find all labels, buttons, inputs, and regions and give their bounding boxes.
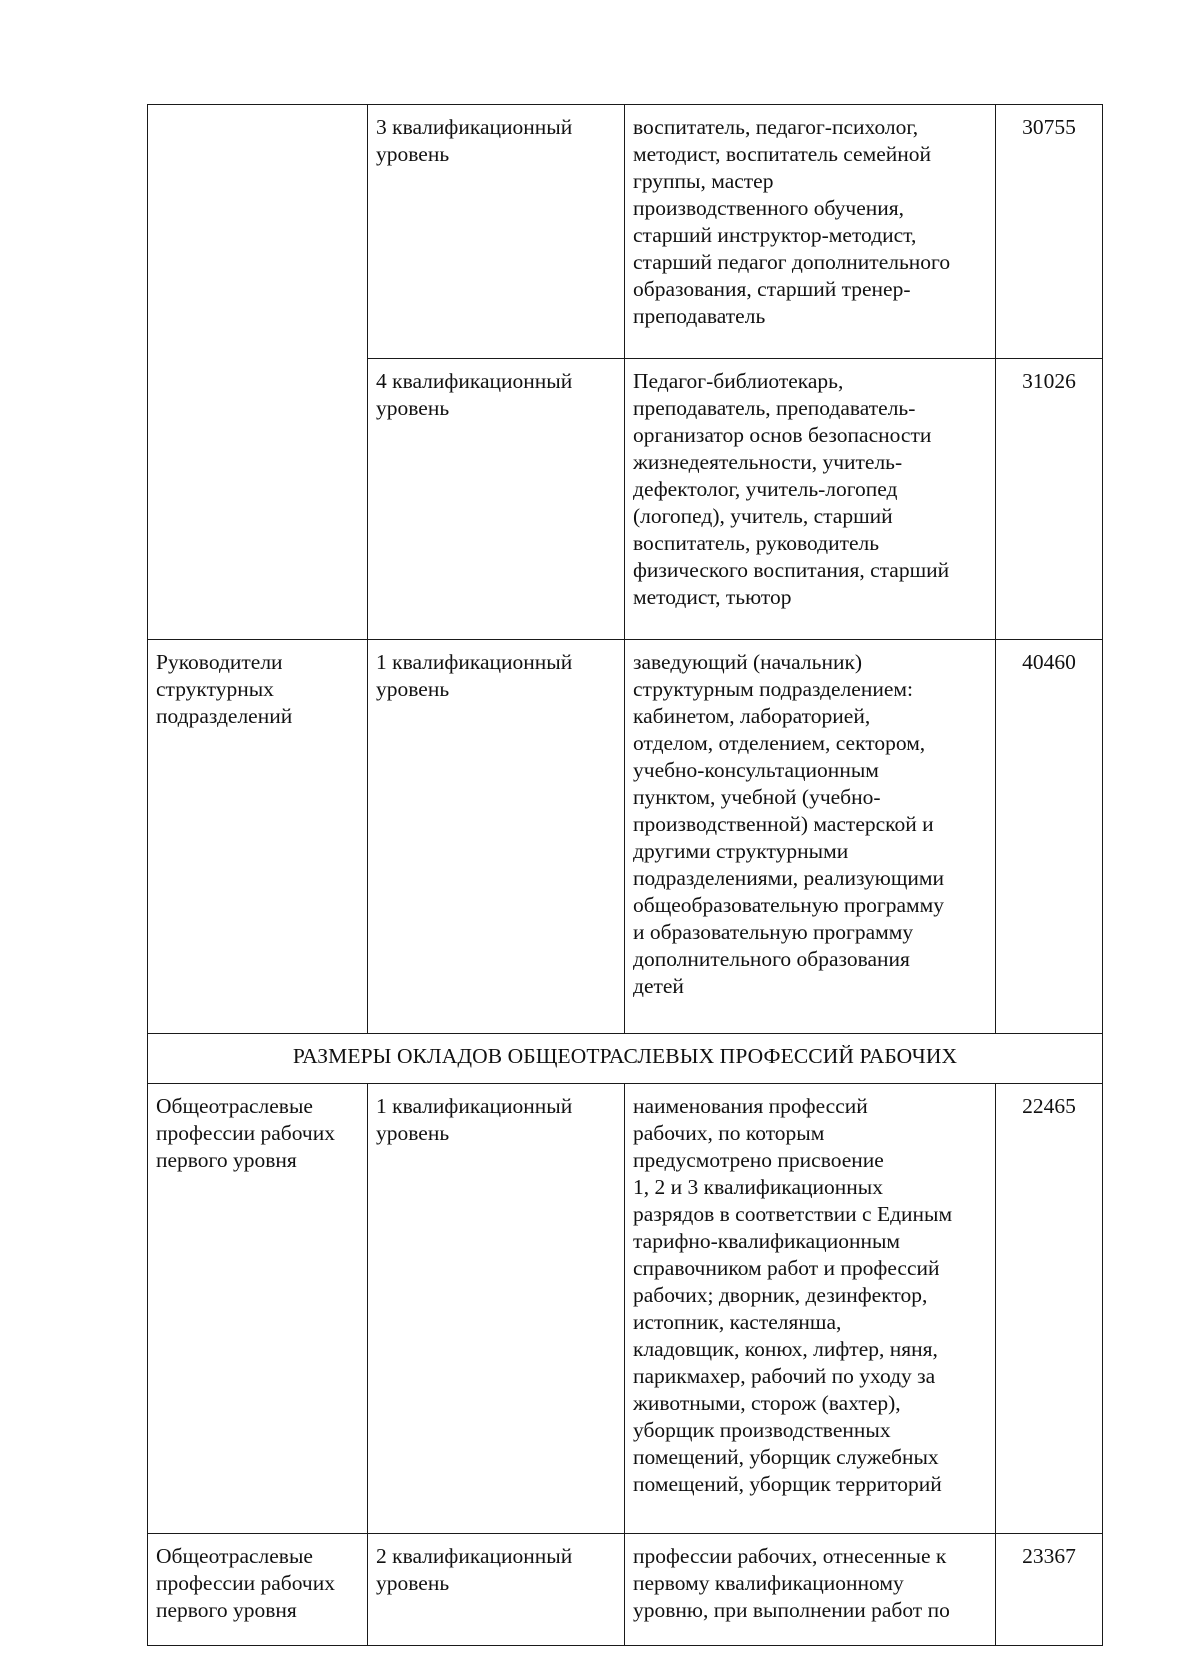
table-row <box>148 640 1103 1034</box>
table-row <box>148 1084 1103 1534</box>
salary-table <box>147 104 1103 1646</box>
amount-cell: 23367 <box>996 1534 1103 1646</box>
group-cell: Общеотраслевые профессии рабочих первого уровня <box>148 1534 368 1646</box>
amount-cell: 40460 <box>996 640 1103 1034</box>
positions-cell: наименования профессий рабочих, по которым предусмотрено присвоение 1, 2 и 3 квалификационных разрядов в соответствии с Единым тарифно-квалификационным справочником работ и профессий рабочих; дворник, дезинфектор, истопник, кастелянша, кладовщик, конюх, лифтер, няня, парикмахер, рабочий по уходу за животными, сторож (вахтер), уборщик производственных помещений, уборщик служебных помещений, уборщик территорий <box>625 1084 996 1534</box>
section-heading-row <box>148 1034 1103 1084</box>
section-heading: РАЗМЕРЫ ОКЛАДОВ ОБЩЕОТРАСЛЕВЫХ ПРОФЕССИЙ РАБОЧИХ <box>148 1034 1103 1084</box>
level-cell: 4 квалификационный уровень <box>368 359 625 640</box>
amount-cell: 30755 <box>996 105 1103 359</box>
table-row <box>148 1534 1103 1646</box>
level-cell: 2 квалификационный уровень <box>368 1534 625 1646</box>
positions-cell: Педагог-библиотекарь, преподаватель, преподаватель- организатор основ безопасности жизнедеятельности, учитель- дефектолог, учитель-логопед (логопед), учитель, старший воспитатель, руководитель физического воспитания, старший методист, тьютор <box>625 359 996 640</box>
level-cell: 1 квалификационный уровень <box>368 1084 625 1534</box>
table-row <box>148 105 1103 359</box>
level-cell: 1 квалификационный уровень <box>368 640 625 1034</box>
level-cell: 3 квалификационный уровень <box>368 105 625 359</box>
amount-cell: 22465 <box>996 1084 1103 1534</box>
positions-cell: заведующий (начальник) структурным подразделением: кабинетом, лабораторией, отделом, отделением, сектором, учебно-консультационным пунктом, учебной (учебно- производственной) мастерской и другими структурными подразделениями, реализующими общеобразовательную программу и образовательную программу дополнительного образования детей <box>625 640 996 1034</box>
group-cell-empty <box>148 105 368 640</box>
amount-cell: 31026 <box>996 359 1103 640</box>
positions-cell: профессии рабочих, отнесенные к первому квалификационному уровню, при выполнении работ по <box>625 1534 996 1646</box>
group-cell: Общеотраслевые профессии рабочих первого уровня <box>148 1084 368 1534</box>
group-cell: Руководители структурных подразделений <box>148 640 368 1034</box>
positions-cell: воспитатель, педагог-психолог, методист, воспитатель семейной группы, мастер производственного обучения, старший инструктор-методист, старший педагог дополнительного образования, старший тренер- преподаватель <box>625 105 996 359</box>
